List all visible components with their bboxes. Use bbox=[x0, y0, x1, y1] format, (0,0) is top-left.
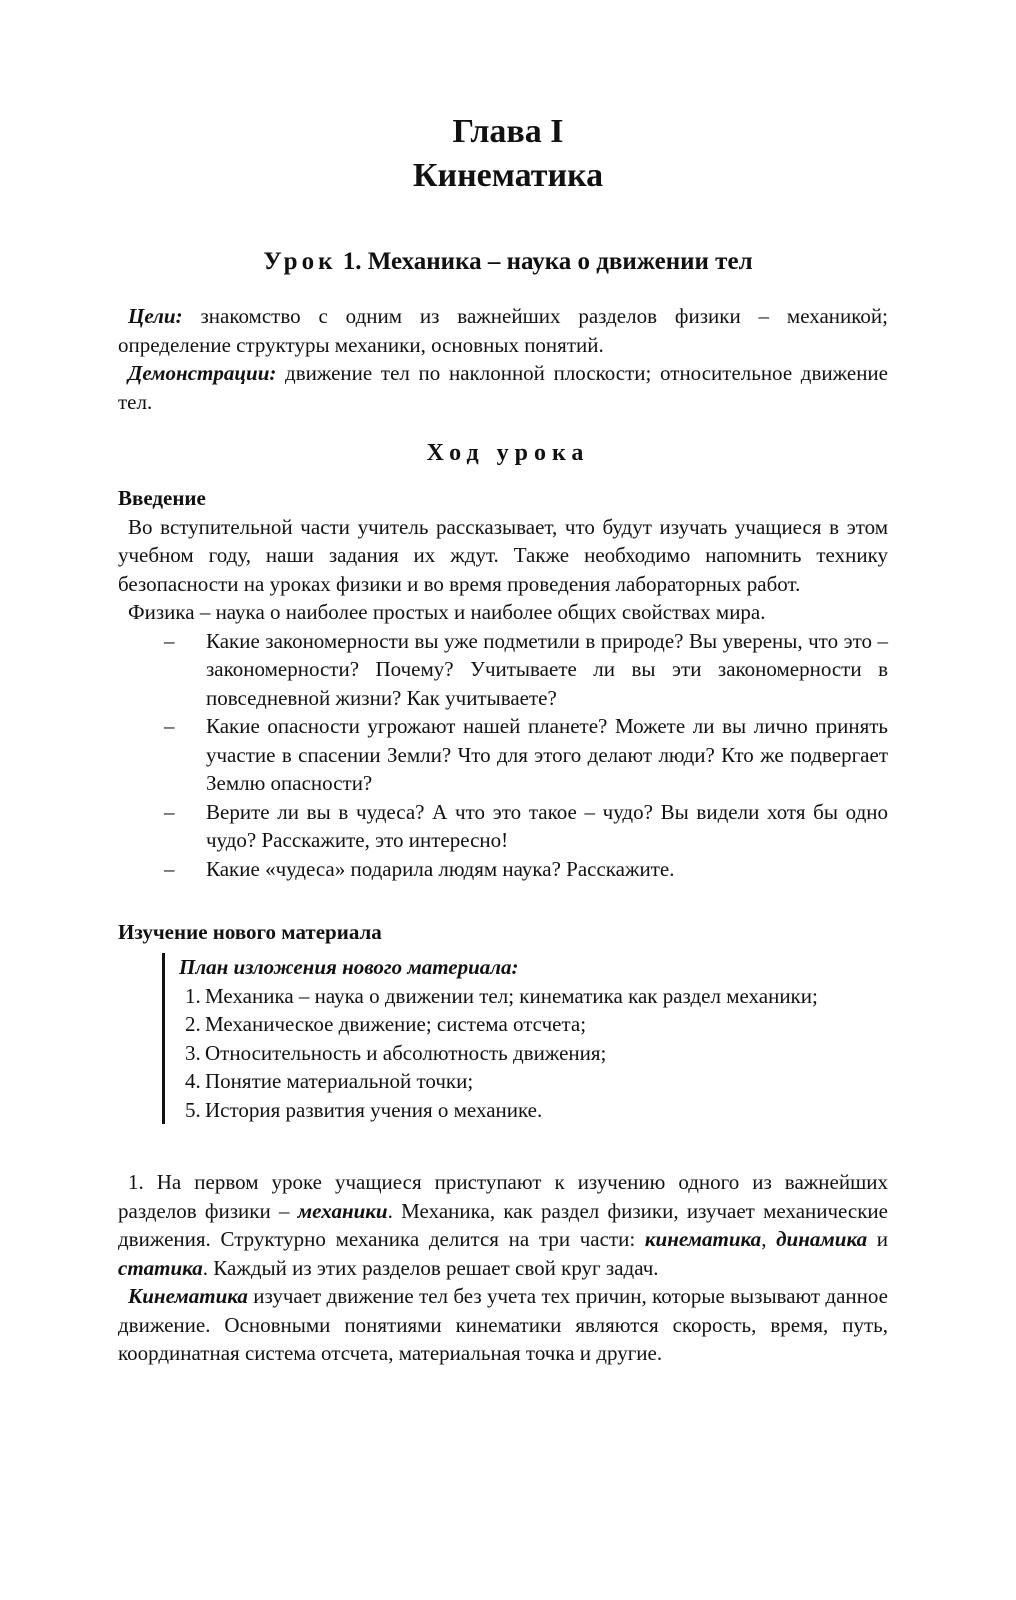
plan-item-number: 2. bbox=[185, 1012, 201, 1036]
plan-title: План изложения нового материала: bbox=[179, 955, 519, 979]
term-kinematics-heading: Кинематика bbox=[128, 1284, 248, 1308]
physics-definition: Физика – наука о наиболее простых и наиболее общих свойствах мира. bbox=[128, 600, 766, 624]
plan-item-text: Понятие материальной точки; bbox=[205, 1069, 474, 1093]
demos-label: Демонстрации: bbox=[128, 361, 277, 385]
goals-paragraph bbox=[118, 302, 888, 359]
body-section bbox=[118, 1168, 888, 1368]
new-material-heading: Изучение нового материала bbox=[118, 920, 382, 944]
kinematics-paragraph bbox=[118, 1282, 888, 1368]
body-text: 1. На первом уроке учащиеся приступают к изучению одного из важнейших разделов физики – bbox=[118, 1170, 888, 1223]
chapter-label: Глава I bbox=[452, 113, 564, 150]
dash-marker: – bbox=[164, 856, 175, 881]
plan-item-number: 5. bbox=[185, 1097, 201, 1122]
list-item bbox=[118, 798, 888, 855]
term-statics: статика bbox=[118, 1255, 203, 1280]
question-text: Какие опасности угрожают нашей планете? Можете ли вы лично принять участие в спасении Земли? Что для этого делают люди? Кто же подвергает Землю опасности? bbox=[206, 714, 888, 795]
term-kinematics: кинематика bbox=[644, 1227, 762, 1251]
dash-marker: – bbox=[164, 799, 175, 824]
body-text: . Механика, как раздел физики, изучает механические движения. Структурно механика делится на три части: bbox=[118, 1198, 888, 1251]
dash-marker: – bbox=[164, 714, 175, 738]
question-text: Какие «чудеса» подарила людям наука? Расскажите. bbox=[206, 856, 675, 881]
dash-marker: – bbox=[164, 628, 175, 653]
body-text: изучает движение тел без учета тех причин, которые вызывают данное движение. Основными понятиями кинематики являются скорость, время, путь, координатная система отсчета, материальная точка и другие. bbox=[118, 1284, 888, 1365]
plan-item-number: 1. bbox=[185, 983, 201, 1008]
body-text: , bbox=[761, 1227, 777, 1251]
lesson-title bbox=[0, 248, 1016, 276]
list-item bbox=[179, 1039, 899, 1068]
body-text: и bbox=[867, 1227, 888, 1251]
goals-label: Цели: bbox=[128, 304, 183, 328]
term-dynamics: динамика bbox=[776, 1227, 868, 1251]
body-text: . Каждый из этих разделов решает свой круг задач. bbox=[202, 1255, 659, 1280]
list-item bbox=[118, 855, 888, 884]
plan-item-text: Механическое движение; система отсчета; bbox=[205, 1012, 587, 1036]
new-material-heading-block bbox=[118, 918, 888, 947]
list-item bbox=[179, 1067, 899, 1096]
plan-box bbox=[162, 953, 899, 1124]
plan-item-number: 4. bbox=[185, 1069, 201, 1093]
list-item bbox=[179, 982, 899, 1011]
term-mechanics: механики bbox=[297, 1198, 388, 1223]
list-item bbox=[179, 1010, 899, 1039]
lesson-prefix: Урок bbox=[263, 248, 337, 275]
plan-item-number: 3. bbox=[185, 1040, 201, 1065]
list-item bbox=[179, 1096, 899, 1125]
chapter-title: Кинематика bbox=[412, 157, 604, 194]
list-item bbox=[118, 627, 888, 713]
question-text: Какие закономерности вы уже подметили в природе? Вы уверены, что это – закономерности? Почему? Учитываете ли вы эти закономерности в повседневной жизни? Как учитываете? bbox=[206, 628, 888, 710]
demos-text: движение тел по наклонной плоскости; относительное движение тел. bbox=[118, 361, 888, 414]
question-text: Верите ли вы в чудеса? А что это такое – чудо? Вы видели хотя бы одно чудо? Расскажите, это интересно! bbox=[206, 799, 888, 852]
intro-section bbox=[118, 484, 888, 883]
plan-item-text: История развития учения о механике. bbox=[205, 1097, 543, 1122]
list-item bbox=[118, 712, 888, 798]
intro-heading: Введение bbox=[118, 486, 206, 510]
plan-item-text: Относительность и абсолютность движения; bbox=[205, 1040, 607, 1065]
course-title: Ход урока bbox=[426, 440, 590, 466]
chapter-header bbox=[0, 110, 1016, 198]
plan-list bbox=[179, 982, 899, 1125]
lesson-meta bbox=[118, 302, 888, 416]
questions-list bbox=[118, 627, 888, 884]
goals-text: знакомство с одним из важнейших разделов физики – механикой; определение структуры механики, основных понятий. bbox=[118, 304, 888, 357]
plan-item-text: Механика – наука о движении тел; кинематика как раздел механики; bbox=[205, 983, 818, 1008]
lesson-title-text: 1. Механика – наука о движении тел bbox=[342, 248, 753, 275]
intro-paragraph: Во вступительной части учитель рассказывает, что будут изучать учащиеся в этом учебном году, наши задания их ждут. Также необходимо напомнить технику безопасности на уроках физики и во время проведения лабораторных работ. bbox=[118, 514, 888, 596]
demos-paragraph bbox=[118, 359, 888, 416]
mechanics-paragraph bbox=[118, 1168, 888, 1282]
